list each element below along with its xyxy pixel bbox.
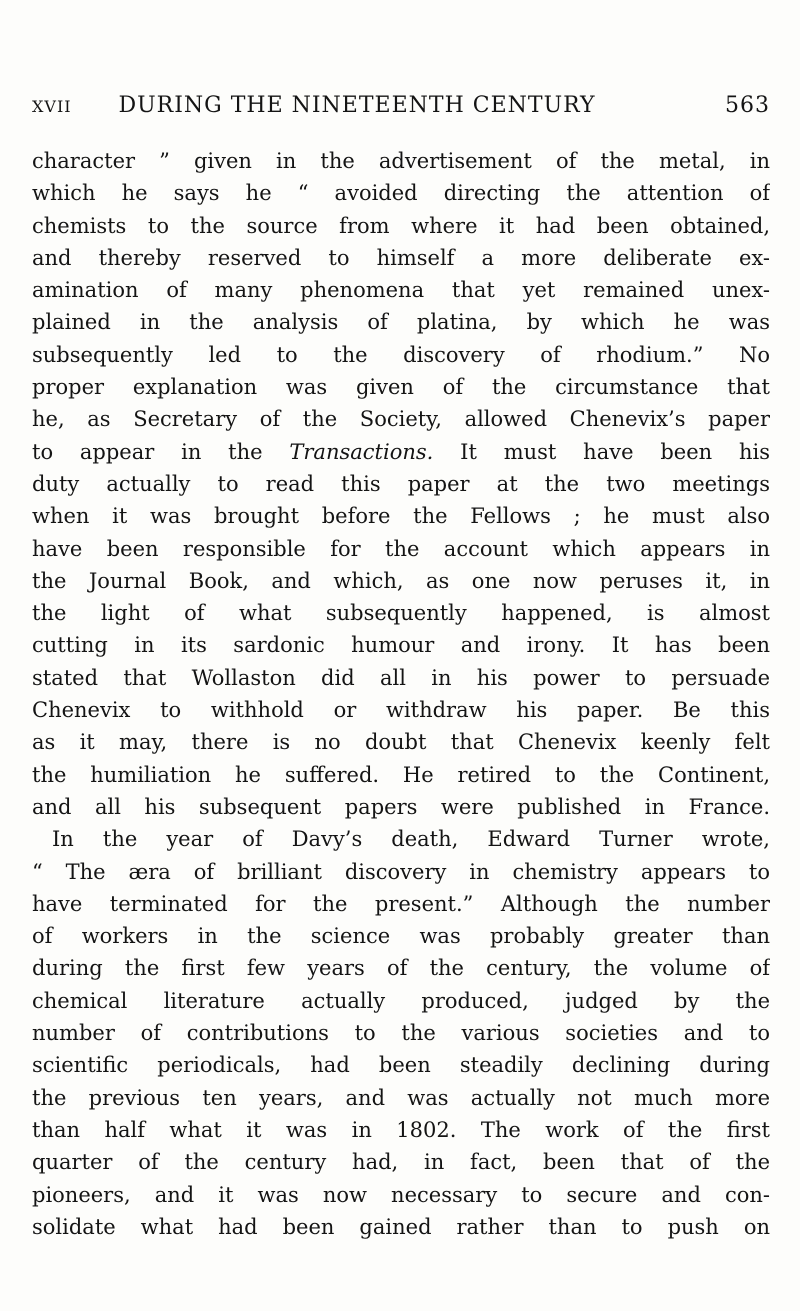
text-line: have been responsible for the account which appears in bbox=[32, 536, 770, 561]
running-head bbox=[32, 93, 770, 123]
page-number: 563 bbox=[725, 93, 770, 118]
text-line: he, as Secretary of the Society, allowed Chenevix’s paper bbox=[32, 407, 770, 432]
text-line: “ The æra of brilliant discovery in chemistry appears to bbox=[32, 859, 770, 884]
text-line: the previous ten years, and was actually not much more bbox=[32, 1085, 770, 1110]
text-line: proper explanation was given of the circumstance that bbox=[32, 375, 770, 400]
italic-title: Transactions. bbox=[289, 439, 434, 464]
text-line: character ” given in the advertisement of the metal, in bbox=[32, 149, 770, 173]
text-line: chemical literature actually produced, judged by the bbox=[32, 988, 770, 1013]
text-line: which he says he “ avoided directing the attention of bbox=[32, 181, 770, 206]
text-line: quarter of the century had, in fact, been that of the bbox=[32, 1150, 770, 1175]
text-line: have terminated for the present.” Although the number bbox=[32, 891, 770, 916]
body-text bbox=[32, 145, 770, 1243]
text-line: scientific periodicals, had been steadily declining during bbox=[32, 1053, 770, 1078]
text-line: when it was brought before the Fellows ; he must also bbox=[32, 504, 770, 529]
running-title: DURING THE NINETEENTH CENTURY bbox=[118, 93, 596, 118]
text-line: of workers in the science was probably greater than bbox=[32, 924, 770, 949]
text-line: as it may, there is no doubt that Chenevix keenly felt bbox=[32, 730, 770, 755]
text-line: stated that Wollaston did all in his power to persuade bbox=[32, 665, 770, 690]
text-line: chemists to the source from where it had been obtained, bbox=[32, 213, 770, 238]
text-line: the humiliation he suffered. He retired to the Continent, bbox=[32, 762, 770, 787]
text-line: pioneers, and it was now necessary to secure and con- bbox=[32, 1182, 770, 1207]
text-line: Chenevix to withhold or withdraw his paper. Be this bbox=[32, 698, 770, 723]
book-page bbox=[32, 0, 770, 1311]
text-line: than half what it was in 1802. The work of the first bbox=[32, 1117, 770, 1142]
text-line: amination of many phenomena that yet remained unex- bbox=[32, 278, 770, 303]
text-line: the light of what subsequently happened, is almost bbox=[32, 601, 770, 626]
text-line: during the first few years of the century, the volume of bbox=[32, 956, 770, 981]
text-line-mixed bbox=[32, 436, 770, 468]
text-line: number of contributions to the various societies and to bbox=[32, 1021, 770, 1046]
chapter-number: XVII bbox=[32, 97, 72, 116]
text-segment: It must have been his bbox=[460, 439, 770, 464]
text-line: the Journal Book, and which, as one now peruses it, in bbox=[32, 568, 770, 593]
text-line: plained in the analysis of platina, by which he was bbox=[32, 310, 770, 335]
text-line: solidate what had been gained rather than to push on bbox=[32, 1214, 770, 1239]
text-segment: to appear in the bbox=[32, 439, 263, 464]
paragraph-start-line: In the year of Davy’s death, Edward Turner wrote, bbox=[52, 827, 770, 852]
text-line: subsequently led to the discovery of rhodium.” No bbox=[32, 342, 770, 367]
text-line: cutting in its sardonic humour and irony. It has been bbox=[32, 633, 770, 658]
text-line: and all his subsequent papers were published in France. bbox=[32, 794, 770, 819]
text-line: duty actually to read this paper at the two meetings bbox=[32, 471, 770, 496]
text-line: and thereby reserved to himself a more deliberate ex- bbox=[32, 245, 770, 270]
